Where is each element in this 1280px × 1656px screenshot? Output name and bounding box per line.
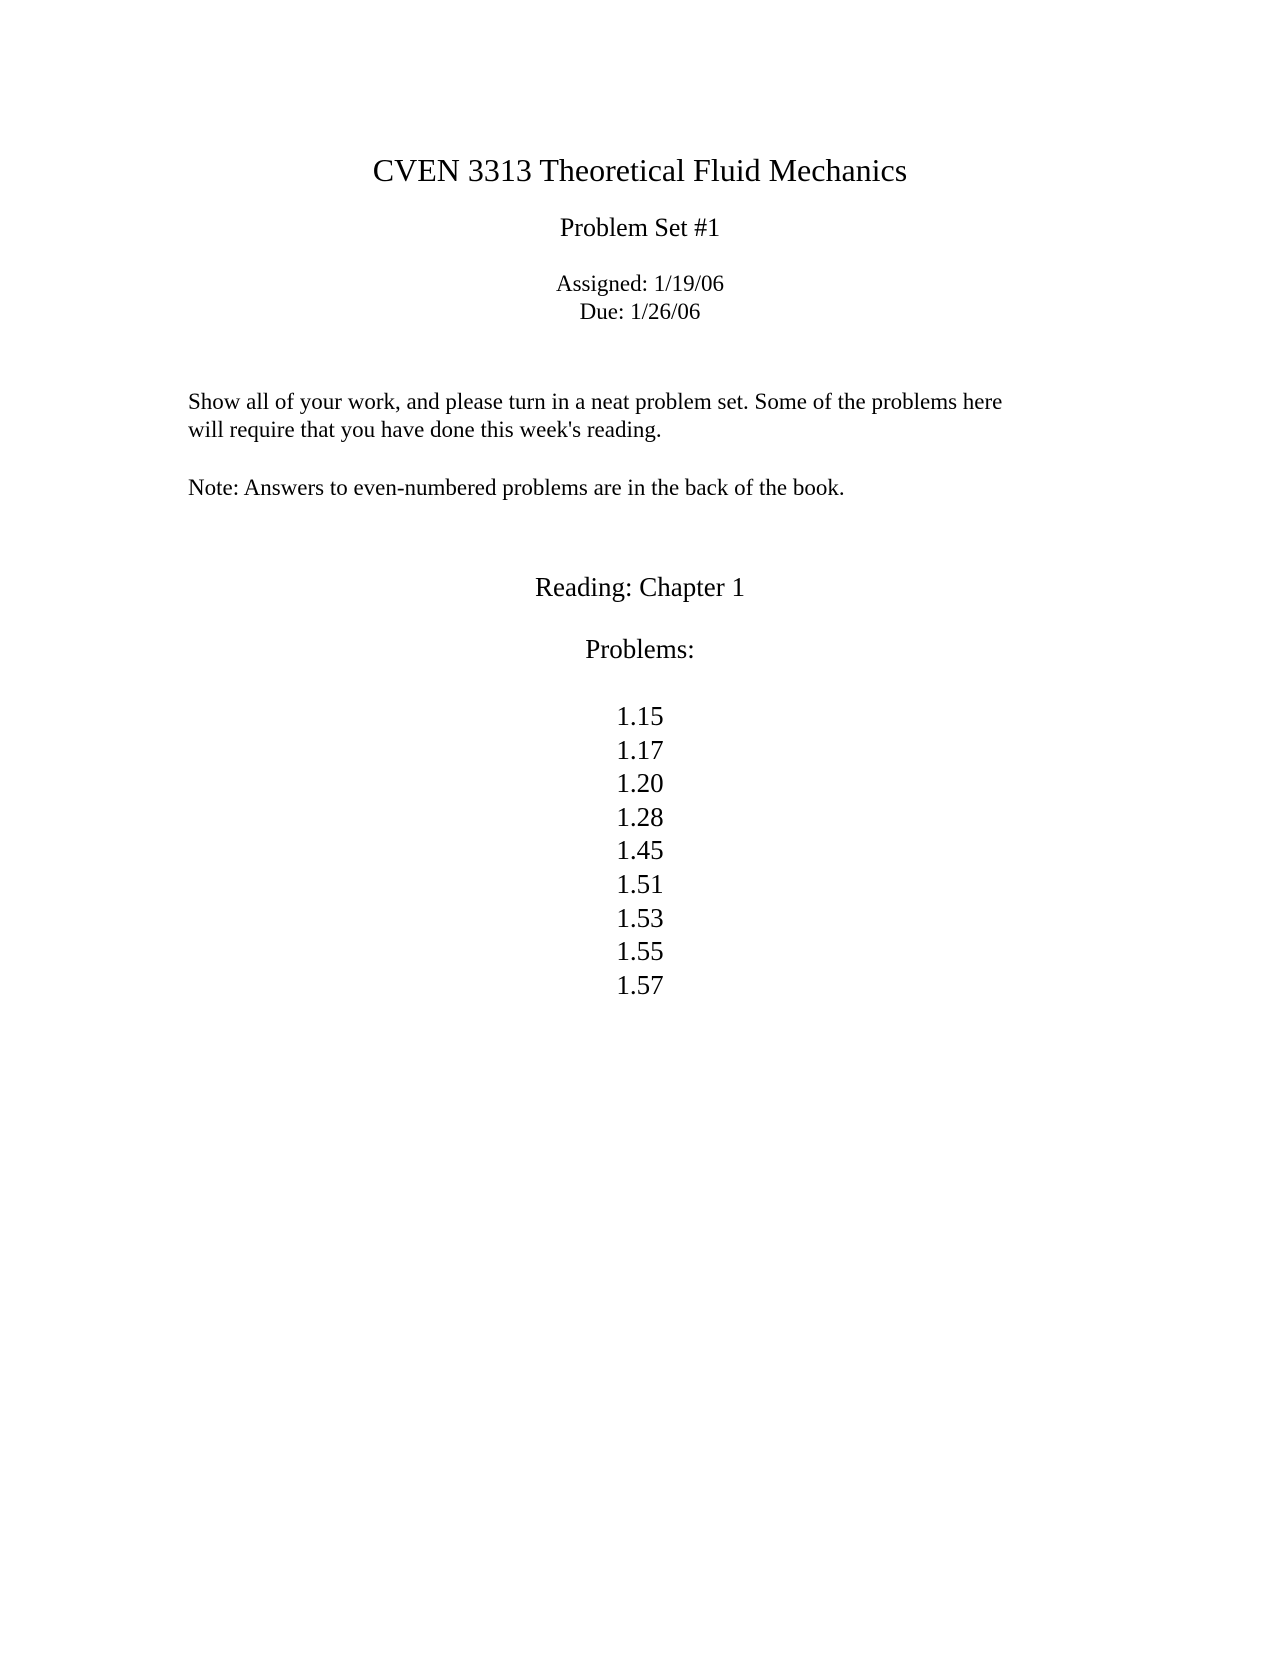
course-title: CVEN 3313 Theoretical Fluid Mechanics	[372, 152, 908, 188]
problem-item: 1.20	[616, 768, 664, 799]
instructions-line-2: will require that you have done this week's reading.	[188, 417, 662, 442]
problem-item: 1.57	[616, 969, 664, 1000]
problem-item: 1.51	[616, 868, 664, 899]
assigned-date: Assigned: 1/19/06	[555, 271, 725, 296]
due-date: Due: 1/26/06	[579, 299, 701, 324]
dates-block	[0, 270, 1280, 326]
problem-list	[0, 700, 1280, 1002]
problem-item: 1.45	[616, 835, 664, 866]
problem-item: 1.53	[616, 902, 664, 933]
note-paragraph	[188, 474, 1108, 502]
instructions-line-1: Show all of your work, and please turn in a neat problem set. Some of the problems here	[188, 389, 1003, 414]
problem-item: 1.55	[616, 936, 664, 967]
problems-heading: Problems:	[585, 634, 695, 664]
note-text: Note: Answers to even-numbered problems are in the back of the book.	[188, 475, 845, 500]
problem-item: 1.15	[616, 701, 664, 731]
problem-set-title: Problem Set #1	[559, 213, 721, 242]
instructions-paragraph	[188, 388, 1108, 444]
reading-assignment: Reading: Chapter 1	[535, 572, 745, 602]
problem-item: 1.28	[616, 801, 664, 832]
problem-item: 1.17	[616, 734, 664, 765]
